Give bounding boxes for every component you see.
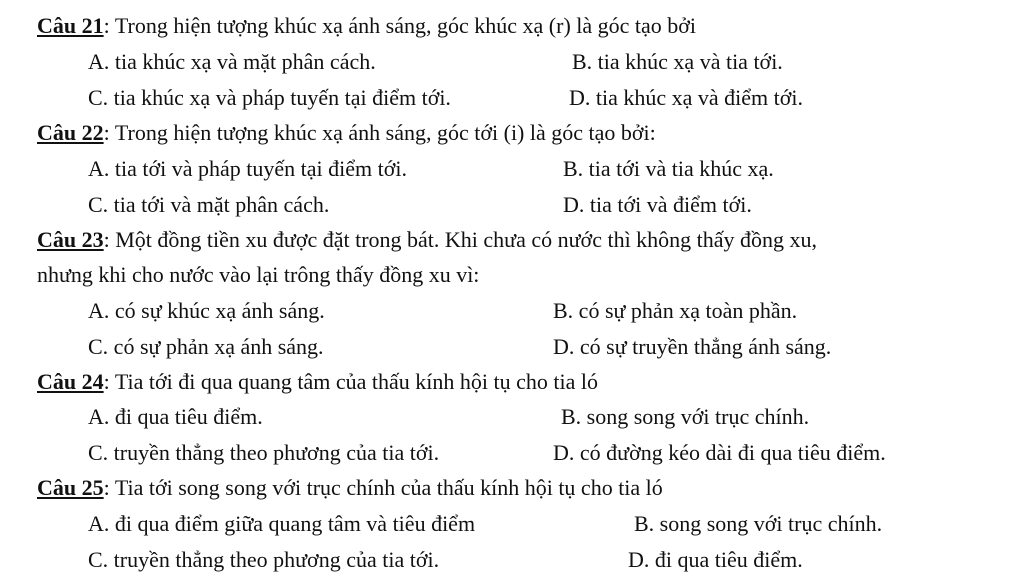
question-25-text: : Tia tới song song với trục chính của thấu kính hội tụ cho tia ló [103,475,663,500]
question-21-option-b: B. tia khúc xạ và tia tới. [572,49,783,74]
question-23-text: : Một đồng tiền xu được đặt trong bát. Khi chưa có nước thì không thấy đồng xu, [103,227,818,252]
question-22-option-a: A. tia tới và pháp tuyến tại điểm tới. [88,156,407,181]
question-25-option-a: A. đi qua điểm giữa quang tâm và tiêu điểm [88,511,476,536]
question-24-label: Câu 24 [37,369,104,394]
question-23-stem-continued: nhưng khi cho nước vào lại trông thấy đồng xu vì: [37,262,480,287]
question-24-text: : Tia tới đi qua quang tâm của thấu kính hội tụ cho tia ló [103,369,598,394]
question-24-option-c: C. truyền thẳng theo phương của tia tới. [88,440,440,465]
question-24-stem [37,369,598,395]
question-21-option-a: A. tia khúc xạ và mặt phân cách. [88,49,376,74]
question-25-stem [37,475,663,501]
question-23-stem [37,227,817,253]
question-21-option-d: D. tia khúc xạ và điểm tới. [569,85,804,110]
question-25-option-d: D. đi qua tiêu điểm. [628,547,803,572]
question-25-label: Câu 25 [37,475,104,500]
question-21-text: : Trong hiện tượng khúc xạ ánh sáng, góc khúc xạ (r) là góc tạo bởi [103,13,697,38]
question-23-option-d: D. có sự truyền thẳng ánh sáng. [553,334,832,359]
question-23-option-c: C. có sự phản xạ ánh sáng. [88,334,324,359]
question-24-option-a: A. đi qua tiêu điểm. [88,404,263,429]
question-21-label: Câu 21 [37,13,104,38]
question-22-option-b: B. tia tới và tia khúc xạ. [563,156,774,181]
question-22-label: Câu 22 [37,120,104,145]
question-23-option-a: A. có sự khúc xạ ánh sáng. [88,298,325,323]
question-23-label: Câu 23 [37,227,104,252]
question-21-option-c: C. tia khúc xạ và pháp tuyến tại điểm tới. [88,85,451,110]
question-25-option-b: B. song song với trục chính. [634,511,883,536]
question-21-stem [37,13,696,39]
question-25-option-c: C. truyền thẳng theo phương của tia tới. [88,547,440,572]
question-23-option-b: B. có sự phản xạ toàn phần. [553,298,798,323]
question-22-option-c: C. tia tới và mặt phân cách. [88,192,330,217]
question-22-option-d: D. tia tới và điểm tới. [563,192,752,217]
question-22-stem [37,120,656,146]
question-24-option-d: D. có đường kéo dài đi qua tiêu điểm. [553,440,886,465]
question-24-option-b: B. song song với trục chính. [561,404,810,429]
question-22-text: : Trong hiện tượng khúc xạ ánh sáng, góc tới (i) là góc tạo bởi: [103,120,656,145]
